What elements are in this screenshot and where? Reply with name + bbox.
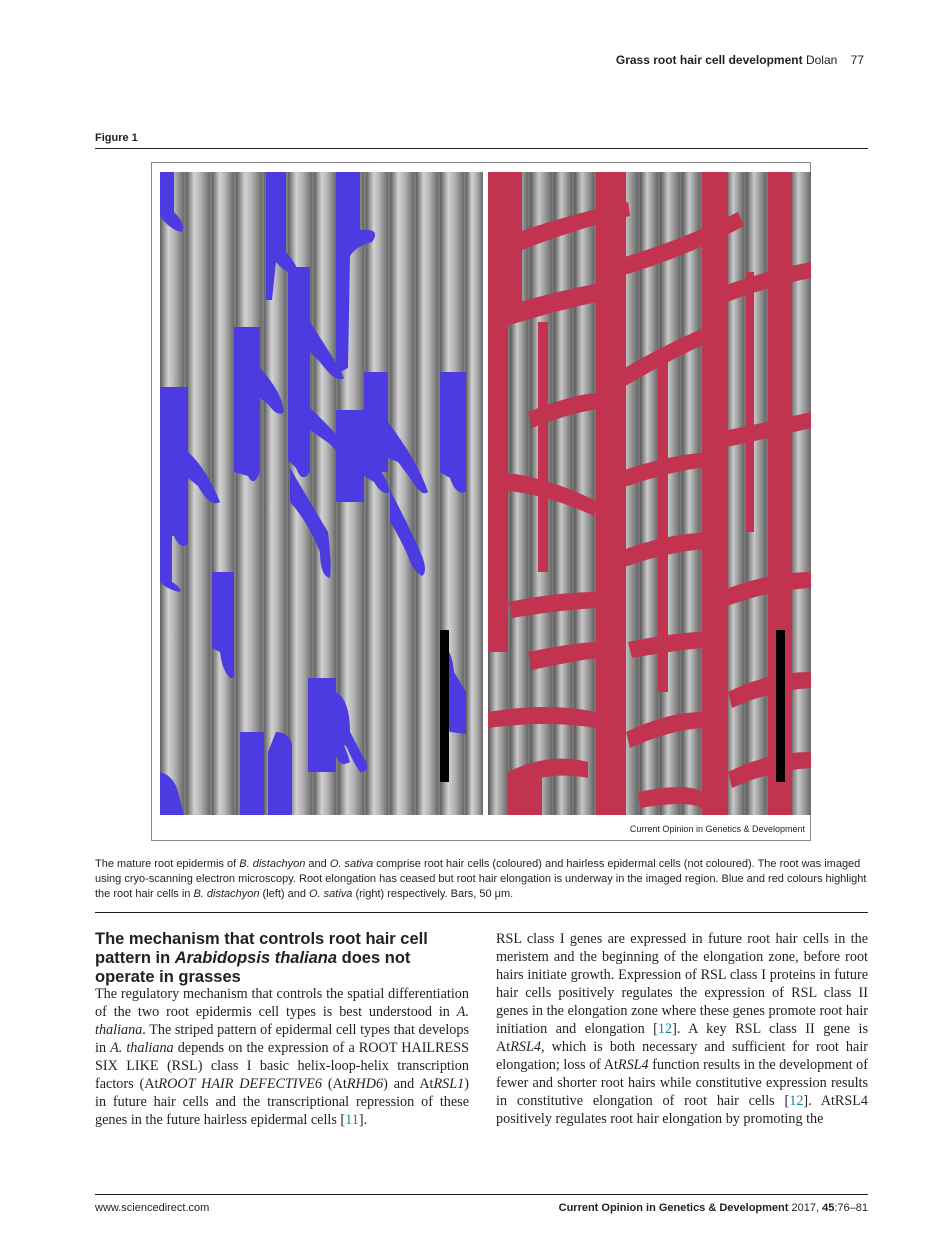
- figure-top-rule: [95, 148, 868, 149]
- footer-rule: [95, 1194, 868, 1195]
- body-column-right: RSL class I genes are expressed in future root hair cells in the meristem and the beginning of the elongation zone, before root hairs initiate growth. Expression of RSL class I proteins in future hair cells positively regulates the expression of RSL class II genes in the elongation zone where these genes promote root hair initiation and elongation [12]. A key RSL class II gene is AtRSL4, which is both necessary and sufficient for root hair elongation; loss of AtRSL4 function results in the development of fewer and shorter root hairs while constitutive expression results in constitutive elongation of root hair cells [12]. AtRSL4 positively regulates root hair elongation by promoting the: [496, 931, 869, 1127]
- body-column-left: The regulatory mechanism that controls the spatial differentiation of the two root epidermis cell types is best understood in A. thaliana. The striped pattern of epidermal cell types that develops in A. thaliana depends on the expression of a ROOT HAILRESS SIX LIKE (RSL) class I basic helix-loop-helix transcription factors (AtROOT HAIR DEFECTIVE6 (AtRHD6) and AtRSL1) in future hair cells and the transcriptional repression of these genes in the future hairless epidermal cells [11].: [95, 986, 469, 1128]
- citation-link[interactable]: 12: [657, 1021, 673, 1037]
- scale-bar-left: [440, 630, 449, 782]
- running-title: Grass root hair cell development: [615, 53, 803, 67]
- citation-link[interactable]: 12: [789, 1093, 804, 1109]
- micrograph-left-panel: [160, 172, 483, 815]
- footer-url[interactable]: www.sciencedirect.com: [95, 1202, 210, 1214]
- page-number: 77: [850, 53, 864, 67]
- running-head: [616, 53, 864, 67]
- caption-bottom-rule: [95, 912, 868, 913]
- micrograph-left-image: [160, 172, 483, 815]
- scale-bar-right: [776, 630, 785, 782]
- figure-credit: Current Opinion in Genetics & Development: [629, 824, 805, 834]
- micrograph-right-panel: [488, 172, 811, 815]
- figure-caption: The mature root epidermis of B. distachyon and O. sativa comprise root hair cells (coloured) and hairless epidermal cells (not coloured). The root was imaged using cryo-scanning electron microscopy. Root elongation has ceased but root hair elongation is underway in the imaged region. Blue and red colours highlight the root hair cells in B. distachyon (left) and O. sativa (right) respectively. Bars, 50 μm.: [95, 858, 867, 900]
- figure-label: Figure 1: [95, 132, 138, 144]
- micrograph-right-image: [488, 172, 811, 815]
- section-heading: The mechanism that controls root hair cell pattern in Arabidopsis thaliana does not operate in grasses: [95, 930, 428, 986]
- running-author: Dolan: [805, 53, 838, 67]
- footer-citation: Current Opinion in Genetics & Development 2017, 45:76–81: [558, 1202, 868, 1214]
- citation-link[interactable]: 11: [345, 1112, 359, 1128]
